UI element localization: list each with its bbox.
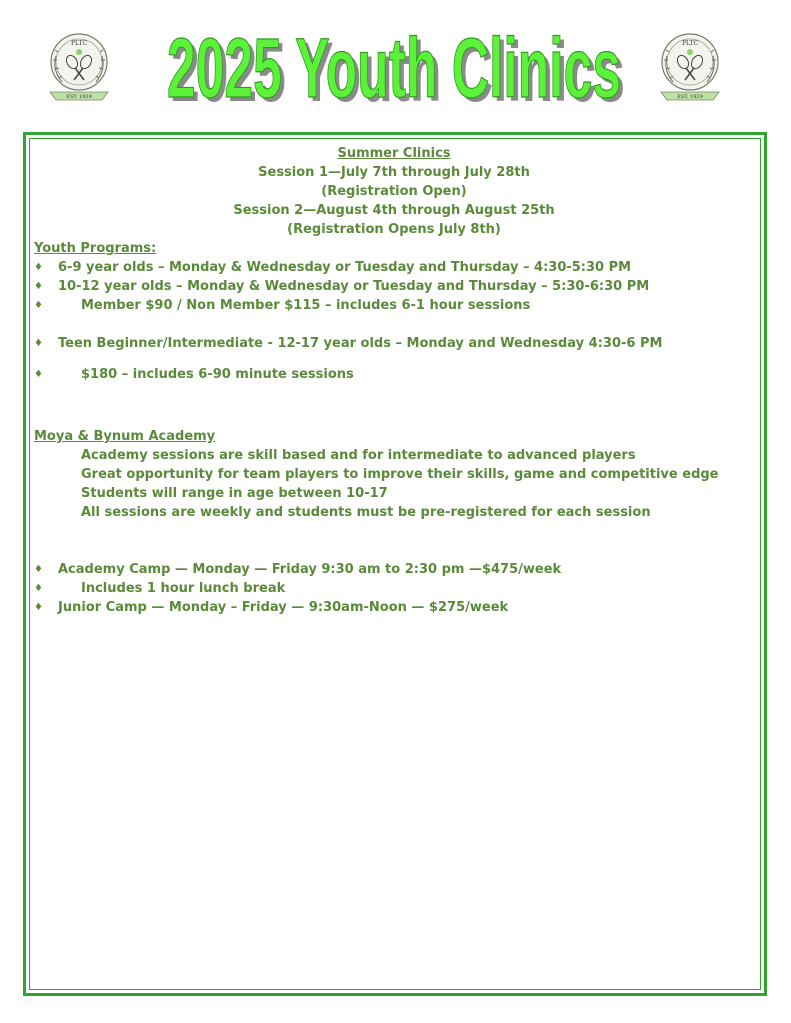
diamond-bullet-icon: ♦ <box>34 369 43 380</box>
list-item: ♦ $180 – includes 6-90 minute sessions <box>34 367 354 382</box>
tennis-crest-icon <box>655 26 725 110</box>
page-title <box>130 8 660 118</box>
academy-line: Academy sessions are skill based and for intermediate to advanced players <box>81 448 636 463</box>
list-item: ♦ Junior Camp — Monday – Friday — 9:30am-Noon — $275/week <box>34 600 509 615</box>
summer-clinics-heading: Summer Clinics <box>337 146 451 161</box>
list-item: ♦ Member $90 / Non Member $115 – includes 6-1 hour sessions <box>34 298 531 313</box>
diamond-bullet-icon: ♦ <box>34 583 43 594</box>
list-item: ♦ Teen Beginner/Intermediate - 12-17 year olds – Monday and Wednesday 4:30-6 PM <box>34 336 663 351</box>
svg-text:PLTC: PLTC <box>681 40 699 47</box>
svg-text:EST. 1929: EST. 1929 <box>66 94 92 100</box>
youth-programs-heading: Youth Programs: <box>34 241 157 256</box>
club-logo-left <box>44 26 114 110</box>
diamond-bullet-icon: ♦ <box>34 281 43 292</box>
svg-text:EST. 1929: EST. 1929 <box>677 94 703 100</box>
flyer-content <box>34 144 754 617</box>
club-logo-right <box>655 26 725 110</box>
academy-line: Students will range in age between 10-17 <box>81 486 388 501</box>
list-item: ♦ 10-12 year olds – Monday & Wednesday or Tuesday and Thursday – 5:30-6:30 PM <box>34 279 650 294</box>
academy-line: Great opportunity for team players to improve their skills, game and competitive edge <box>81 467 719 482</box>
svg-text:2025 Youth Clinics: 2025 Youth Clinics <box>167 21 621 115</box>
list-item: ♦ Academy Camp — Monday — Friday 9:30 am to 2:30 pm —$475/week <box>34 562 562 577</box>
academy-heading: Moya & Bynum Academy <box>34 429 216 444</box>
diamond-bullet-icon: ♦ <box>34 338 43 349</box>
session-2: Session 2—August 4th through August 25th <box>233 203 555 218</box>
diamond-bullet-icon: ♦ <box>34 300 43 311</box>
session-2-note: (Registration Opens July 8th) <box>287 222 501 237</box>
academy-line: All sessions are weekly and students must be pre-registered for each session <box>81 505 651 520</box>
diamond-bullet-icon: ♦ <box>34 262 43 273</box>
svg-text:PLTC: PLTC <box>70 40 88 47</box>
session-1-note: (Registration Open) <box>321 184 467 199</box>
session-1: Session 1—July 7th through July 28th <box>258 165 530 180</box>
svg-text:2025 Youth Clinics: 2025 Youth Clinics <box>171 25 625 118</box>
tennis-crest-icon <box>44 26 114 110</box>
diamond-bullet-icon: ♦ <box>34 602 43 613</box>
diamond-bullet-icon: ♦ <box>34 564 43 575</box>
list-item: ♦ Includes 1 hour lunch break <box>34 581 286 596</box>
list-item: ♦ 6-9 year olds – Monday & Wednesday or Tuesday and Thursday – 4:30-5:30 PM <box>34 260 632 275</box>
